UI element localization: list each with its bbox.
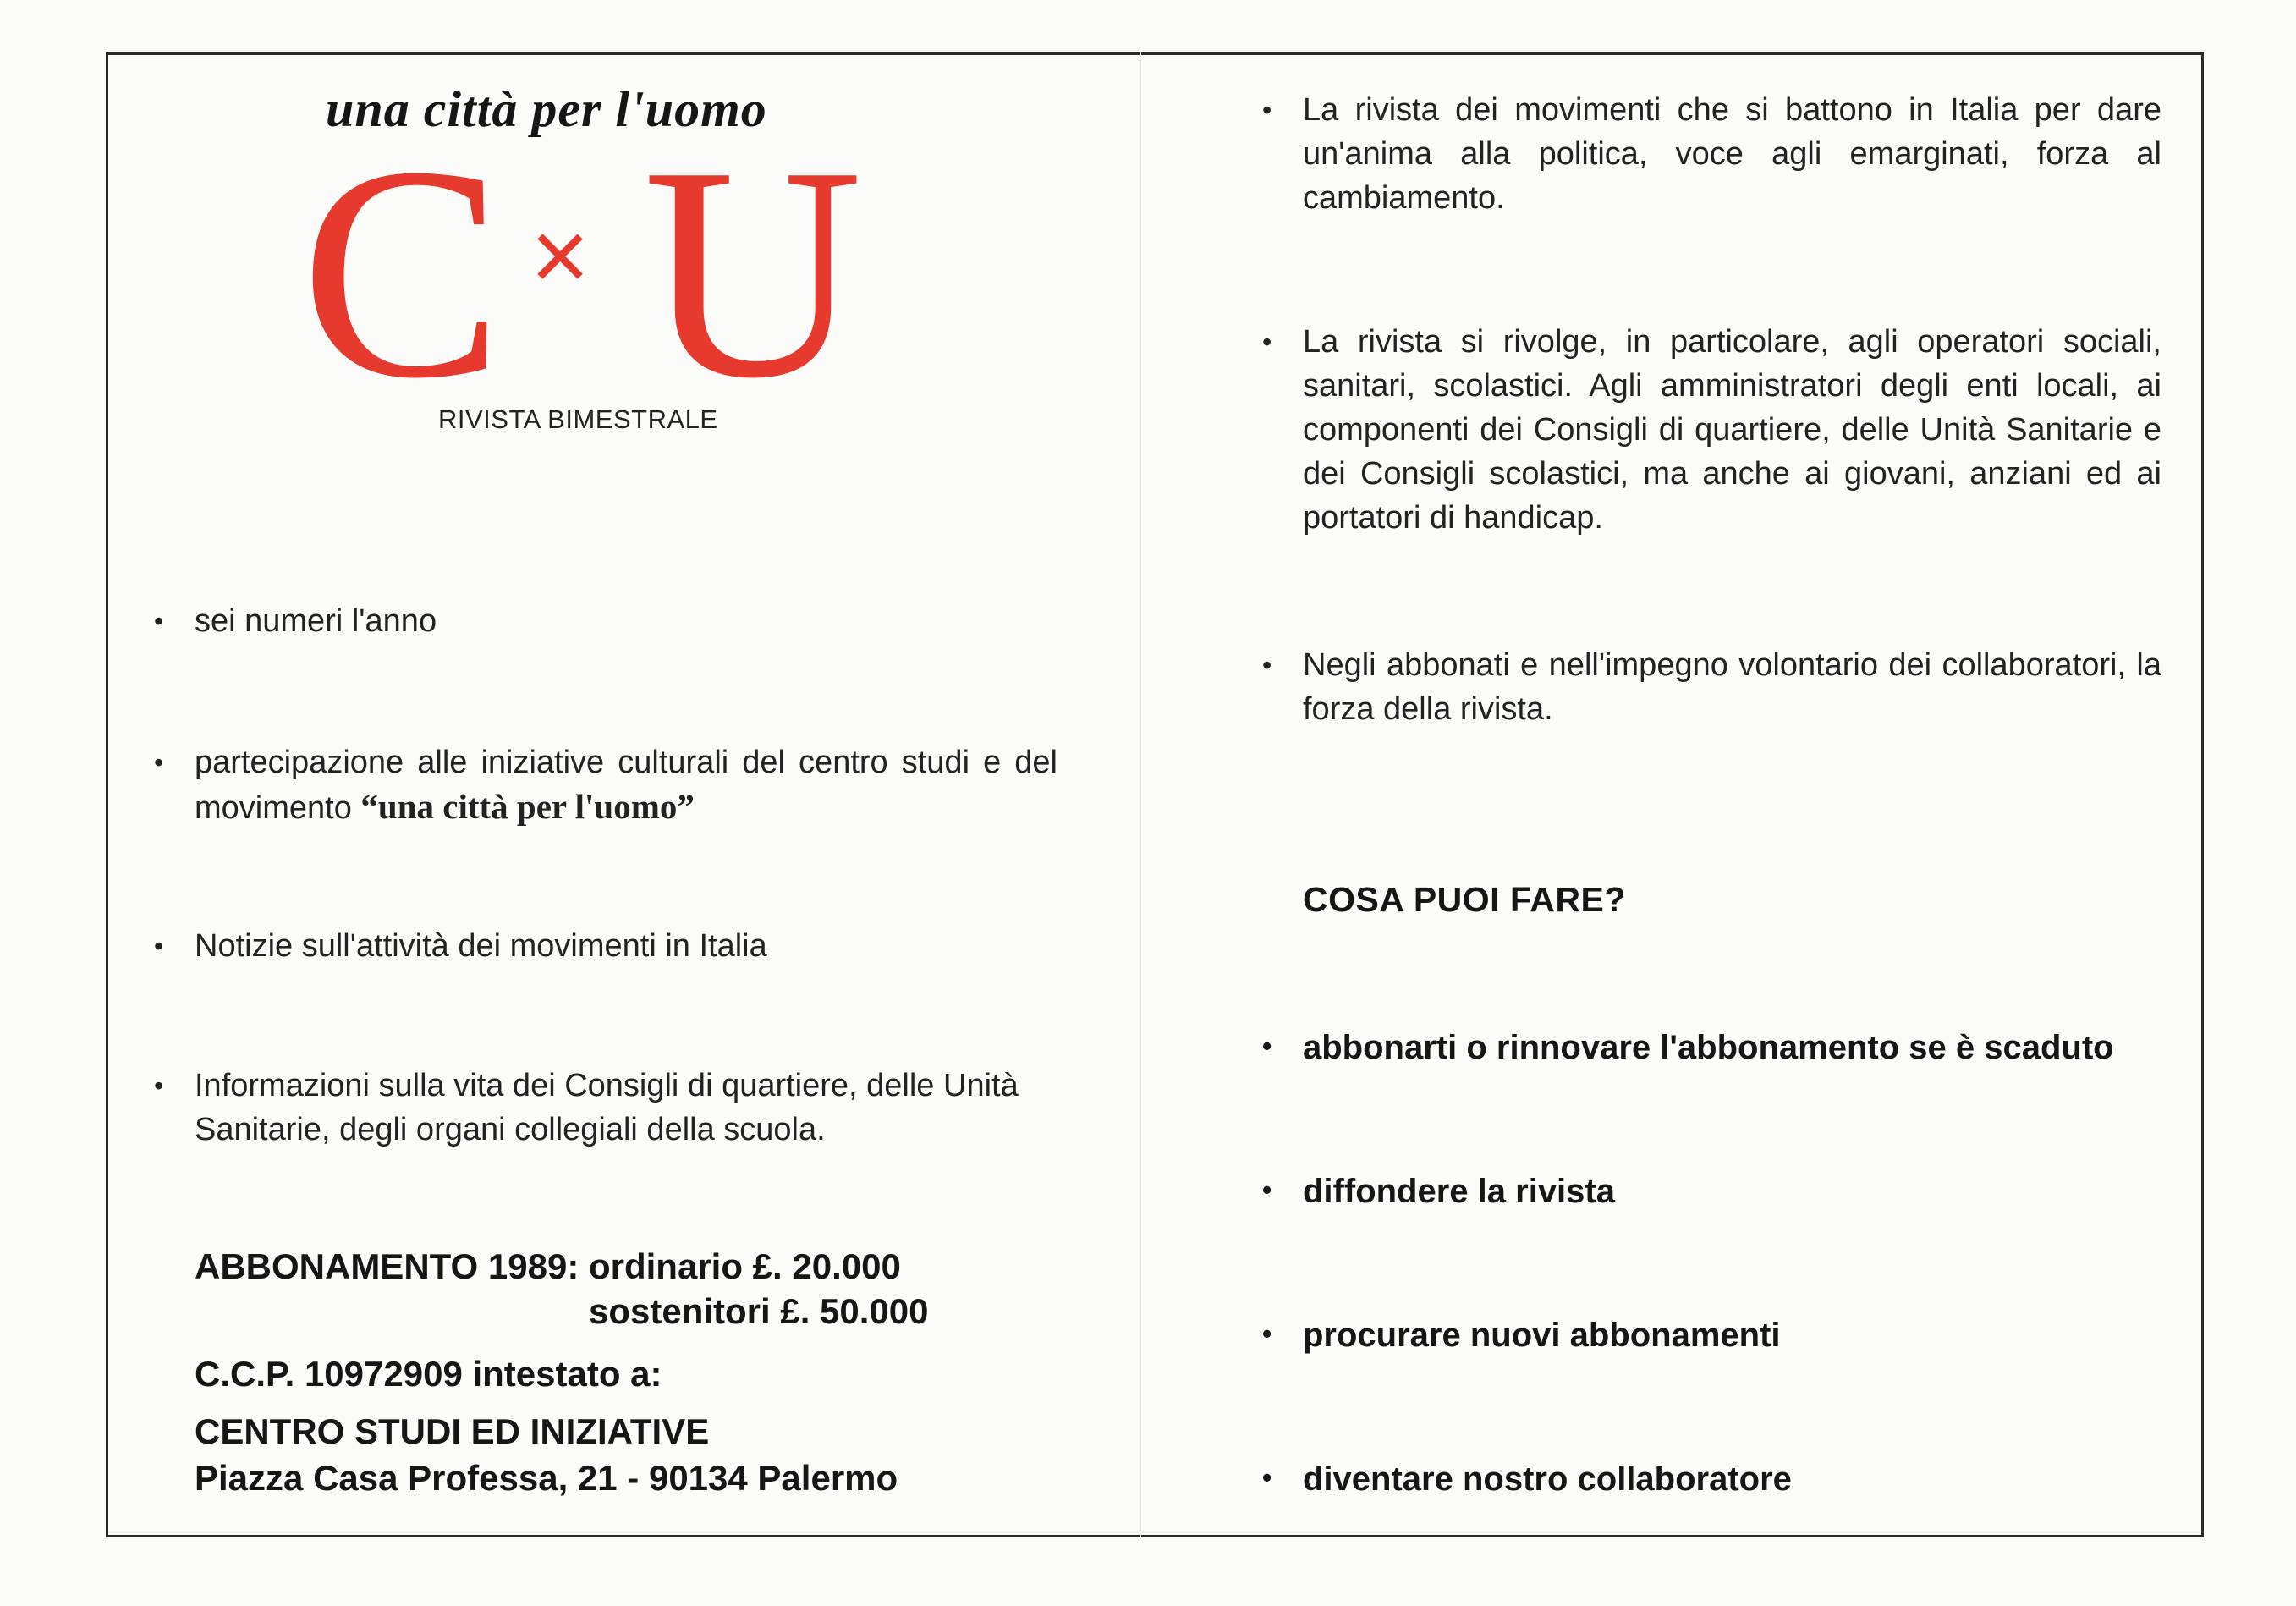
logo-letter-u: U — [643, 103, 863, 441]
list-item-text: Informazioni sulla vita dei Consigli di quartiere, delle Unità Sanitarie, degli organi collegiali della scuola. — [195, 1068, 1019, 1147]
bullet-icon: • — [1262, 327, 1272, 357]
bullet-icon: • — [1262, 1462, 1272, 1493]
list-item-text: La rivista dei movimenti che si battono in Italia per dare un'anima alla politica, voce agli emarginati, forza al cambiamento. — [1303, 92, 2161, 216]
bullet-icon: • — [154, 606, 164, 636]
masthead-subtitle: RIVISTA BIMESTRALE — [438, 404, 718, 434]
masthead-title: una città per l'uomo — [326, 81, 767, 137]
movement-name: “una città per l'uomo” — [360, 787, 695, 826]
list-item-text-plain: partecipazione alle iniziative culturali del centro studi e del movimento — [195, 745, 1057, 826]
action-item — [1262, 1173, 1615, 1211]
organization-address: Piazza Casa Professa, 21 - 90134 Palermo — [195, 1458, 898, 1498]
bullet-icon: • — [1262, 1174, 1272, 1205]
bullet-icon: • — [1262, 650, 1272, 680]
bullet-icon: • — [1262, 1318, 1272, 1349]
action-text: abbonarti o rinnovare l'abbonamento se è scaduto — [1303, 1029, 2114, 1066]
logo-letter-c: C — [300, 103, 504, 441]
bullet-icon: • — [1262, 95, 1272, 125]
action-item — [1262, 1029, 2114, 1067]
right-list-item — [1262, 88, 2161, 220]
action-text: procurare nuovi abbonamenti — [1303, 1317, 1781, 1354]
fold-line — [1140, 52, 1141, 1537]
left-list-item — [154, 1064, 1057, 1152]
actions-heading: COSA PUOI FARE? — [1303, 880, 1626, 919]
organization-name: CENTRO STUDI ED INIZIATIVE — [195, 1411, 710, 1451]
bullet-icon: • — [1262, 1031, 1272, 1061]
logo-times-sign: × — [530, 199, 590, 312]
action-item — [1262, 1460, 1792, 1499]
bullet-icon: • — [154, 931, 164, 961]
subscription-supporters: sostenitori £. 50.000 — [589, 1291, 929, 1331]
list-item-text — [195, 740, 1057, 830]
bullet-icon: • — [154, 747, 164, 778]
action-text: diventare nostro collaboratore — [1303, 1460, 1792, 1498]
list-item-text: La rivista si rivolge, in particolare, agli operatori sociali, sanitari, scolastici. Agli amministratori degli enti locali, ai componenti dei Consigli di quartiere, delle Unità Sanitarie e dei Consigli scolastici, ma anche ai giovani, anziani ed ai portatori di handicap. — [1303, 324, 2161, 536]
left-list-item — [154, 924, 1062, 968]
postal-account: C.C.P. 10972909 intestato a: — [195, 1354, 662, 1394]
action-item — [1262, 1317, 1781, 1355]
action-text: diffondere la rivista — [1303, 1173, 1615, 1210]
list-item-text: Negli abbonati e nell'impegno volontario dei collaboratori, la forza della rivista. — [1303, 647, 2161, 727]
left-list-item — [154, 599, 1062, 643]
subscription-ordinary: ABBONAMENTO 1989: ordinario £. 20.000 — [195, 1246, 901, 1286]
list-item-text: Notizie sull'attività dei movimenti in Italia — [195, 928, 767, 964]
left-list-item — [154, 740, 1057, 830]
right-list-item — [1262, 320, 2161, 540]
right-list-item — [1262, 643, 2161, 731]
bullet-icon: • — [154, 1070, 164, 1101]
list-item-text: sei numeri l'anno — [195, 603, 437, 639]
